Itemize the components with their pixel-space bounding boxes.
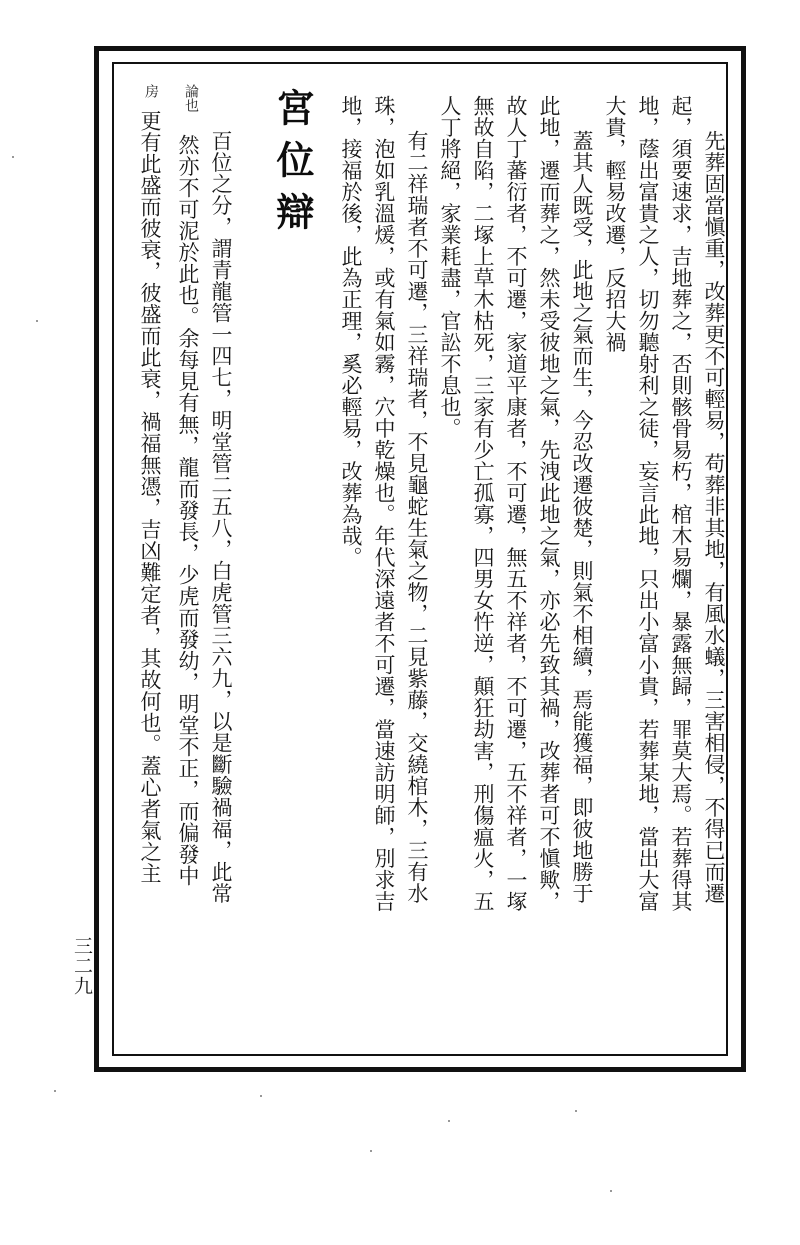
text-column-15: 更有此盛而彼衰，彼盛而此衰，禍福無憑，吉凶難定者，其故何也。蓋心者氣之主 [138, 110, 162, 884]
text-column-10: 有二祥瑞者不可遷，三祥瑞者，不見龜蛇生氣之物，二見紫藤，交繞棺木，三有水 [405, 130, 429, 904]
text-column-8: 無故自陷，二塚上草木枯死，三家有少亡孤寡，四男女忤逆，顛狂劫害，刑傷瘟火，五 [471, 95, 495, 912]
text-column-3: 地，蔭出富貴之人，切勿聽射利之徒，妄言此地，只出小富小貴，若葬某地，當出大富 [636, 95, 660, 912]
scan-speck [610, 1190, 612, 1192]
text-column-5: 蓋其人既受，此地之氣而生，今忍改遷彼楚，則氣不相續，焉能獲福，即彼地勝于 [570, 130, 594, 904]
section-title: 宮位辯 [270, 88, 315, 244]
scan-speck [260, 1095, 262, 1097]
text-column-11: 珠，泡如乳溫煖，或有氣如霧，穴中乾燥也。年代深遠者不可遷，當速訪明師，別求吉 [372, 95, 396, 912]
scan-speck [12, 156, 14, 158]
scan-speck [54, 1090, 56, 1092]
text-column-12: 地，接福於後，此為正理，奚必輕易，改葬為哉。 [339, 95, 363, 568]
text-column-2: 起，須要速求，吉地葬之，否則骸骨易朽，棺木易爛，暴露無歸，罪莫大焉。若葬得其 [669, 95, 693, 912]
text-column-6: 此地，遷而葬之，然未受彼地之氣，先洩此地之氣，亦必先致其禍，改葬者可不愼歟， [537, 95, 561, 912]
margin-note-1: 論也 [183, 84, 199, 112]
page-number: 三二九 [71, 936, 93, 996]
scan-speck [370, 1150, 372, 1152]
text-column-7: 故人丁蕃衍者，不可遷，家道平康者，不可遷，無五不祥者，不可遷，五不祥者，一塚 [504, 95, 528, 912]
text-column-9: 人丁將絕，家業耗盡，官訟不息也。 [438, 95, 462, 439]
text-column-4: 大貴，輕易改遷，反招大禍 [603, 95, 627, 353]
text-column-1: 先葬固當愼重，改葬更不可輕易，苟葬非其地，有風水蟻，三害相侵，不得已而遷 [702, 130, 726, 904]
scan-speck [575, 1110, 577, 1112]
scan-speck [36, 320, 38, 322]
text-column-14: 然亦不可泥於此也。余每見有無，龍而發長，少虎而發幼，明堂不正，而偏發中 [176, 134, 200, 887]
scan-speck [448, 1120, 450, 1122]
margin-note-2: 房 [143, 84, 159, 98]
text-column-13: 百位之分，謂青龍管一四七，明堂管二五八，白虎管三六九，以是斷驗禍福，此常 [209, 130, 233, 904]
